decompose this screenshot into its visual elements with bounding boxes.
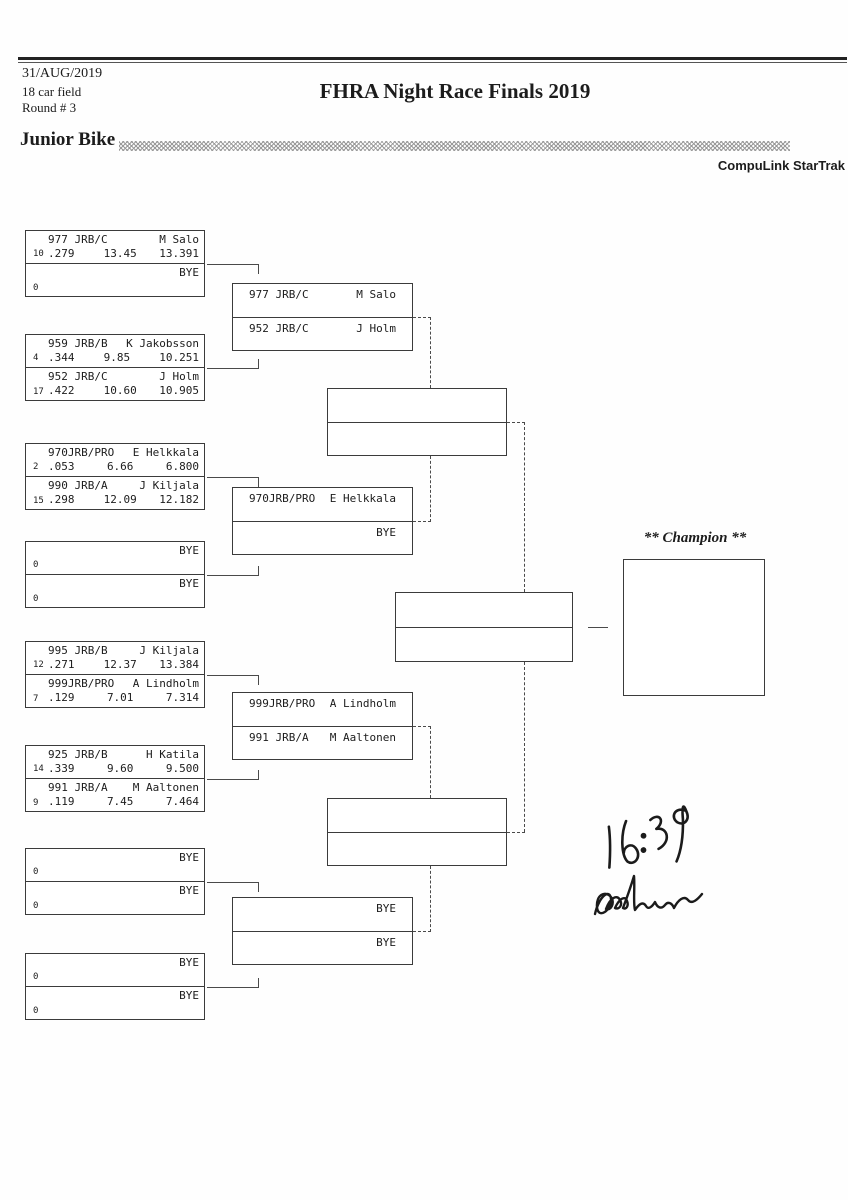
champion-box <box>623 559 765 696</box>
competitor-slot <box>26 954 204 987</box>
elapsed-time: 10.905 <box>159 384 199 397</box>
event-title: FHRA Night Race Finals 2019 <box>319 79 591 103</box>
bracket-connector <box>258 566 259 576</box>
handwritten-annotations <box>583 798 803 948</box>
competitor-slot <box>26 477 204 510</box>
seed: 15 <box>33 496 44 506</box>
seed: 10 <box>33 249 44 259</box>
competitor-slot <box>26 335 204 368</box>
round1-match-4 <box>25 541 205 608</box>
car-class: 991 JRB/A <box>48 781 108 794</box>
reaction-time: .339 <box>48 762 75 775</box>
car-class: 977 JRB/C <box>48 233 108 246</box>
driver-name: M Aaltonen <box>329 731 396 744</box>
elapsed-time: 13.391 <box>159 247 199 260</box>
champion-label: ** Champion ** <box>643 530 747 546</box>
competitor-slot <box>26 575 204 608</box>
bracket-connector <box>588 627 608 628</box>
competitor-slot <box>26 675 204 708</box>
bracket-connector <box>207 779 258 780</box>
bracket-connector-dashed <box>430 866 431 932</box>
competitor-slot <box>26 231 204 264</box>
bracket-connector <box>258 978 259 988</box>
driver-name: E Helkkala <box>132 446 199 459</box>
round1-match-2 <box>25 334 205 401</box>
driver-name: E Helkkala <box>329 492 396 505</box>
reaction-time: .119 <box>48 795 75 808</box>
semifinal-match-1 <box>327 388 507 456</box>
competitor-slot <box>26 542 204 575</box>
bracket-connector-dashed <box>413 521 431 522</box>
bracket-connector-dashed <box>507 832 525 833</box>
bracket-connector-dashed <box>413 317 431 318</box>
field-size: 18 car field <box>22 84 82 99</box>
seed: 0 <box>33 901 39 911</box>
car-class: 977 JRB/C <box>249 288 309 301</box>
round1-match-8 <box>25 953 205 1020</box>
top-rule-thick <box>18 57 847 60</box>
bye-label: BYE <box>376 526 396 539</box>
bracket-connector <box>207 368 258 369</box>
car-class: 990 JRB/A <box>48 479 108 492</box>
round1-match-3 <box>25 443 205 510</box>
elapsed-time: 12.182 <box>159 493 199 506</box>
elapsed-time: 6.800 <box>165 460 199 473</box>
seed: 0 <box>33 283 39 293</box>
driver-name: K Jakobsson <box>126 337 199 350</box>
bye-label: BYE <box>376 936 396 949</box>
round1-match-6 <box>25 745 205 812</box>
reaction-time: .279 <box>48 247 75 260</box>
round1-match-7 <box>25 848 205 915</box>
competitor-slot <box>328 423 506 456</box>
dial-in: 9.60 <box>106 762 134 775</box>
bye-label: BYE <box>179 266 199 279</box>
semifinal-match-2 <box>327 798 507 866</box>
competitor-slot <box>26 368 204 401</box>
competitor-slot <box>26 882 204 915</box>
competitor-slot <box>233 898 412 932</box>
bracket-connector-dashed <box>413 726 431 727</box>
handwriting-svg <box>583 798 803 948</box>
round-number: Round # 3 <box>22 100 77 115</box>
reaction-time: .344 <box>48 351 75 364</box>
final-match <box>395 592 573 662</box>
dial-in: 7.45 <box>106 795 134 808</box>
driver-name: A Lindholm <box>329 697 396 710</box>
reaction-time: .129 <box>48 691 75 704</box>
bracket-connector-dashed <box>524 662 525 832</box>
elapsed-time: 7.314 <box>165 691 199 704</box>
competitor-slot <box>396 628 572 661</box>
bracket-connector <box>258 359 259 369</box>
reaction-time: .298 <box>48 493 75 506</box>
bracket-connector <box>207 575 258 576</box>
bracket-connector <box>207 987 258 988</box>
seed: 17 <box>33 387 44 397</box>
reaction-time: .422 <box>48 384 75 397</box>
seed: 0 <box>33 1006 39 1016</box>
bye-label: BYE <box>179 956 199 969</box>
reaction-time: .271 <box>48 658 75 671</box>
dial-in: 12.09 <box>103 493 137 506</box>
handwritten-time-strokes <box>600 806 696 875</box>
car-class: 999JRB/PRO <box>48 677 115 690</box>
seed: 2 <box>33 462 39 472</box>
bracket-connector <box>207 264 258 265</box>
driver-name: J Holm <box>159 370 199 383</box>
competitor-slot <box>26 264 204 297</box>
reaction-time: .053 <box>48 460 75 473</box>
driver-name: H Katila <box>146 748 199 761</box>
signature-scribble <box>595 876 702 914</box>
round2-match-4 <box>232 897 413 965</box>
bye-label: BYE <box>179 544 199 557</box>
driver-name: J Holm <box>356 322 396 335</box>
competitor-slot <box>26 849 204 882</box>
competitor-slot <box>328 833 506 866</box>
car-class: 995 JRB/B <box>48 644 108 657</box>
bracket-connector <box>258 477 259 487</box>
seed: 14 <box>33 764 44 774</box>
driver-name: M Salo <box>356 288 396 301</box>
competitor-slot <box>26 987 204 1020</box>
car-class: 925 JRB/B <box>48 748 108 761</box>
car-class: 952 JRB/C <box>249 322 309 335</box>
bye-label: BYE <box>179 884 199 897</box>
car-class: 999JRB/PRO <box>249 697 316 710</box>
event-date: 31/AUG/2019 <box>22 66 103 81</box>
seed: 0 <box>33 972 39 982</box>
competitor-slot <box>328 799 506 833</box>
round1-match-5 <box>25 641 205 708</box>
bracket-connector <box>207 675 258 676</box>
driver-name: M Aaltonen <box>132 781 199 794</box>
seed: 0 <box>33 560 39 570</box>
competitor-slot <box>233 693 412 727</box>
dial-in: 12.37 <box>103 658 137 671</box>
bye-label: BYE <box>179 851 199 864</box>
bracket-connector-dashed <box>524 422 525 592</box>
dial-in: 6.66 <box>106 460 134 473</box>
seed: 0 <box>33 867 39 877</box>
elapsed-time: 7.464 <box>165 795 199 808</box>
round2-match-3 <box>232 692 413 760</box>
bracket-connector-dashed <box>430 456 431 522</box>
driver-name: J Kiljala <box>139 479 199 492</box>
bracket-connector <box>258 770 259 780</box>
car-class: 970JRB/PRO <box>48 446 115 459</box>
driver-name: J Kiljala <box>139 644 199 657</box>
class-name: Junior Bike <box>20 129 116 150</box>
seed: 4 <box>33 353 39 363</box>
bracket-connector <box>207 477 258 478</box>
top-rule-thin <box>18 62 847 63</box>
competitor-slot <box>233 522 412 555</box>
bracket-connector-dashed <box>413 931 431 932</box>
dial-in: 9.85 <box>103 351 131 364</box>
bracket-connector <box>258 882 259 892</box>
round2-match-1 <box>232 283 413 351</box>
elapsed-time: 13.384 <box>159 658 199 671</box>
bracket-connector <box>258 675 259 685</box>
elapsed-time: 9.500 <box>165 762 199 775</box>
bracket-connector-dashed <box>507 422 525 423</box>
round2-match-2 <box>232 487 413 555</box>
seed: 9 <box>33 798 39 808</box>
competitor-slot <box>233 284 412 318</box>
competitor-slot <box>233 932 412 965</box>
driver-name: M Salo <box>159 233 199 246</box>
dial-in: 7.01 <box>106 691 134 704</box>
competitor-slot <box>233 727 412 760</box>
bracket-connector <box>258 264 259 274</box>
competitor-slot <box>26 642 204 675</box>
competitor-slot <box>26 444 204 477</box>
car-class: 952 JRB/C <box>48 370 108 383</box>
round1-match-1 <box>25 230 205 297</box>
bye-label: BYE <box>376 902 396 915</box>
bracket-connector-dashed <box>430 726 431 798</box>
driver-name: A Lindholm <box>132 677 199 690</box>
competitor-slot <box>233 488 412 522</box>
bye-label: BYE <box>179 989 199 1002</box>
seed: 7 <box>33 694 39 704</box>
bracket-connector-dashed <box>430 317 431 388</box>
competitor-slot <box>26 746 204 779</box>
car-class: 959 JRB/B <box>48 337 108 350</box>
dial-in: 13.45 <box>103 247 137 260</box>
seed: 0 <box>33 594 39 604</box>
car-class: 970JRB/PRO <box>249 492 316 505</box>
competitor-slot <box>233 318 412 351</box>
competitor-slot <box>26 779 204 812</box>
bye-label: BYE <box>179 577 199 590</box>
competitor-slot <box>328 389 506 423</box>
elapsed-time: 10.251 <box>159 351 199 364</box>
seed: 12 <box>33 660 44 670</box>
class-divider-hatch <box>119 141 790 151</box>
competitor-slot <box>396 593 572 628</box>
car-class: 991 JRB/A <box>249 731 309 744</box>
bracket-connector <box>207 882 258 883</box>
timing-system-brand: CompuLink StarTrak <box>717 158 845 173</box>
dial-in: 10.60 <box>103 384 137 397</box>
